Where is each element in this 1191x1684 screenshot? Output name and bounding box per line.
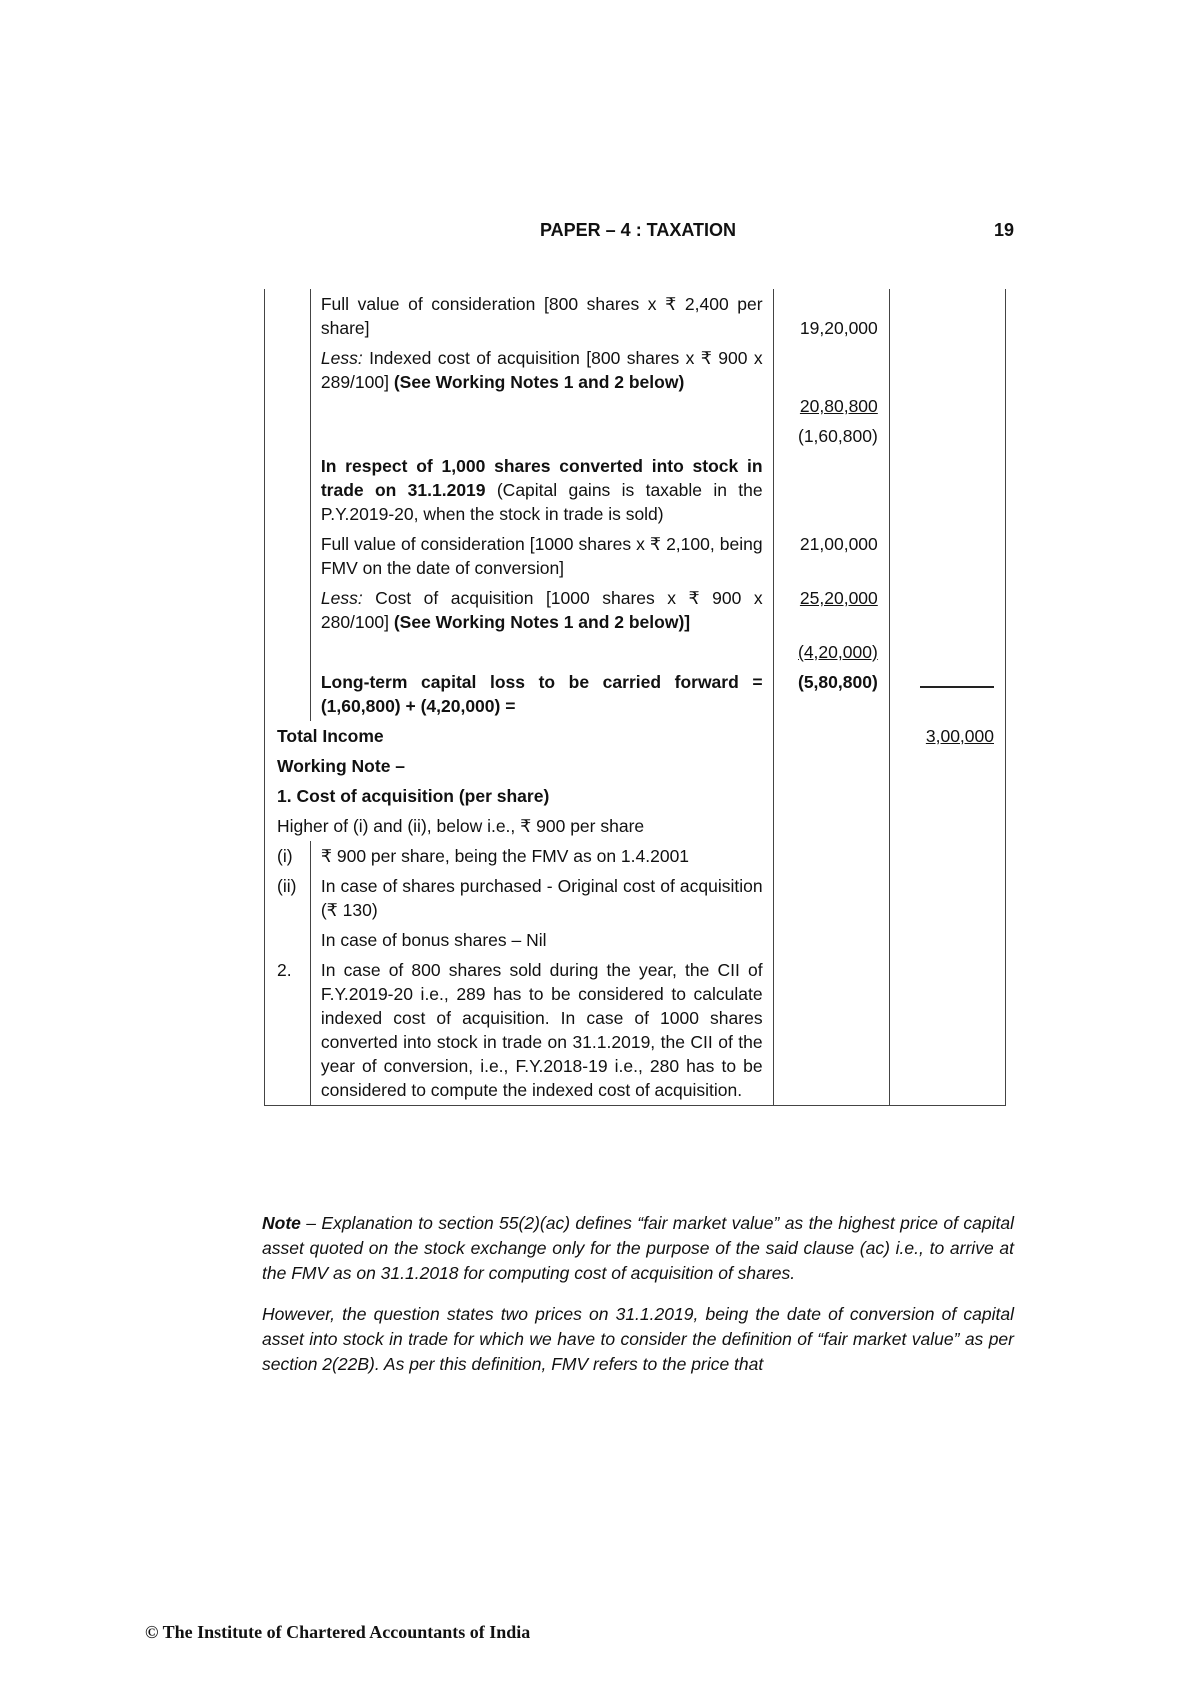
footer: © The Institute of Chartered Accountants of India xyxy=(145,1622,531,1642)
amount: (5,80,800) xyxy=(798,672,878,692)
note-text: – Explanation to section 55(2)(ac) defines “fair market value” as the highest price of capital asset quoted on the stock exchange only for the purpose of the said clause (ac) i.e., to arrive at the FMV as on 31.1.2018 for computing cost of acquisition of shares. xyxy=(262,1213,1014,1283)
table-row xyxy=(265,667,1006,721)
row-label: ₹ 900 per share, being the FMV as on 1.4.2001 xyxy=(320,846,690,866)
section-heading-note: (Capital gains is taxable in the P.Y.2019-20, when the stock in trade is sold) xyxy=(320,480,763,524)
note-paragraph xyxy=(262,1211,1014,1286)
row-label: Higher of (i) and (ii), below i.e., ₹ 900 per share xyxy=(277,816,645,836)
total-income-label: Total Income xyxy=(277,726,384,746)
table-row xyxy=(265,451,1006,529)
less-label: Less: xyxy=(320,588,363,608)
page-header xyxy=(262,220,1014,246)
page-title: PAPER – 4 : TAXATION xyxy=(539,220,737,240)
working-note-1-title: 1. Cost of acquisition (per share) xyxy=(277,786,550,806)
table-row xyxy=(265,637,1006,667)
table-row xyxy=(265,343,1006,421)
table-row xyxy=(265,721,1006,751)
note-text: However, the question states two prices on 31.1.2019, being the date of conversion of capital asset into stock in trade for which we have to consider the definition of “fair market value” as per section 2(22B). As per this definition, FMV refers to the price that xyxy=(262,1304,1014,1374)
amount: 25,20,000 xyxy=(799,588,878,608)
amount: (1,60,800) xyxy=(798,426,878,446)
row-label: Long-term capital loss to be carried forward = (1,60,800) + (4,20,000) = xyxy=(320,672,763,716)
page-number: 19 xyxy=(993,220,1014,240)
table-row xyxy=(265,871,1006,925)
amount: 21,00,000 xyxy=(799,534,878,554)
item-label: 2. xyxy=(277,960,292,980)
table-row xyxy=(265,781,1006,811)
working-note-heading: Working Note – xyxy=(277,756,406,776)
row-label: In case of shares purchased - Original cost of acquisition (₹ 130) xyxy=(320,876,763,920)
table-row xyxy=(265,751,1006,781)
table-row xyxy=(265,289,1006,343)
row-label: Cost of acquisition [1000 shares x ₹ 900 x 280/100] xyxy=(320,588,763,632)
amount: 19,20,000 xyxy=(799,318,878,338)
table-row xyxy=(265,811,1006,841)
item-label: (i) xyxy=(277,846,293,866)
table-row xyxy=(265,955,1006,1106)
table-row xyxy=(265,421,1006,451)
total-income-amount: 3,00,000 xyxy=(925,726,994,746)
note-label: Note xyxy=(262,1213,301,1233)
row-label: In case of 800 shares sold during the year, the CII of F.Y.2019-20 i.e., 289 has to be considered to calculate indexed cost of acquisition. In case of 1000 shares converted into stock in trade on 31.1.2019, the CII of the year of conversion, i.e., F.Y.2018-19 i.e., 280 has to be considered to compute the indexed cost of acquisition. xyxy=(320,960,763,1100)
table-row xyxy=(265,529,1006,583)
less-label: Less: xyxy=(320,348,363,368)
rule-line xyxy=(920,672,994,688)
row-label: Full value of consideration [1000 shares x ₹ 2,100, being FMV on the date of conversion] xyxy=(320,534,763,578)
row-label: In case of bonus shares – Nil xyxy=(320,930,547,950)
table-row xyxy=(265,925,1006,955)
note-paragraph xyxy=(262,1302,1014,1377)
amount: (4,20,000) xyxy=(798,642,878,662)
row-label: Full value of consideration [800 shares x ₹ 2,400 per share] xyxy=(320,294,763,338)
row-reference: (See Working Notes 1 and 2 below)] xyxy=(393,612,691,632)
item-label: (ii) xyxy=(277,876,297,896)
amount: 20,80,800 xyxy=(799,396,878,416)
section-heading: In respect of 1,000 shares converted into stock in trade on 31.1.2019 xyxy=(320,456,763,500)
computation-table xyxy=(264,289,1006,1106)
row-label: Indexed cost of acquisition [800 shares x ₹ 900 x 289/100] xyxy=(320,348,763,392)
table-row xyxy=(265,583,1006,637)
row-reference: (See Working Notes 1 and 2 below) xyxy=(393,372,685,392)
table-row xyxy=(265,841,1006,871)
